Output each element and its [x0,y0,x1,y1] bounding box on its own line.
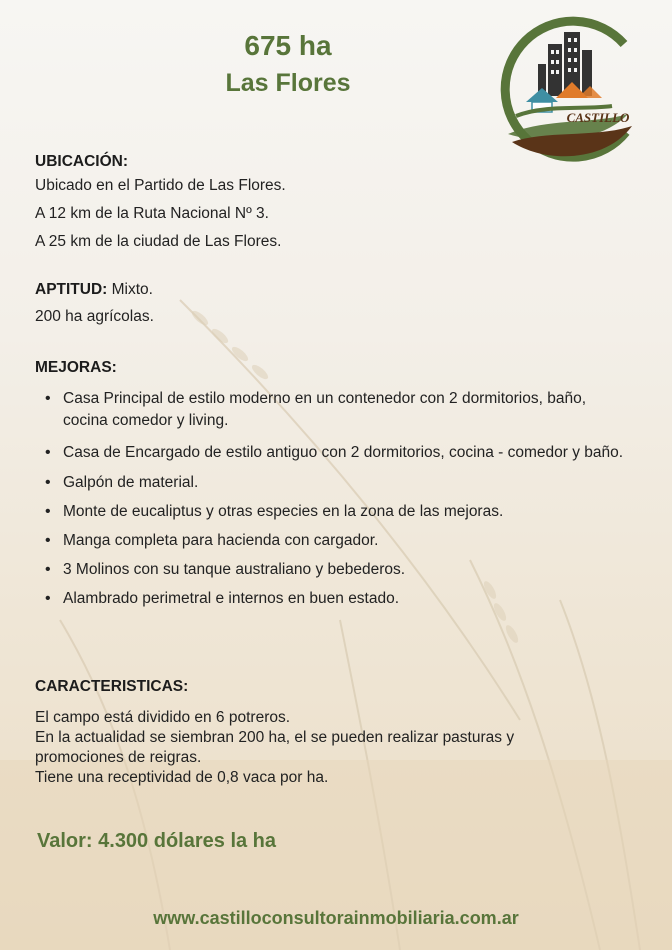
logo-brand-text: CASTILLO [566,110,630,125]
section-mejoras [35,358,635,610]
caracteristicas-line: El campo está dividido en 6 potreros. [35,709,291,726]
caracteristicas-label: CARACTERISTICAS: [35,678,189,695]
ubicacion-line: Ubicado en el Partido de Las Flores. [35,177,286,194]
list-item: • Galpón de material. [35,472,635,494]
caracteristicas-line: Tiene una receptividad de 0,8 vaca por ha. [35,769,329,786]
aptitud-line: 200 ha agrícolas. [35,308,154,325]
list-item: • Casa Principal de estilo moderno en un contenedor con 2 dormitorios, baño, cocina comedor y living. [35,388,635,432]
ubicacion-line: A 12 km de la Ruta Nacional Nº 3. [35,205,269,222]
section-ubicacion [35,152,635,252]
price-value: Valor: 4.300 dólares la ha [37,830,277,852]
section-aptitud [35,280,635,327]
headline-area: 675 ha [244,30,332,61]
ubicacion-label: UBICACIÓN: [35,153,128,170]
list-item: • Manga completa para hacienda con cargador. [35,530,635,552]
mejoras-label: MEJORAS: [35,359,117,376]
title-area [150,28,426,100]
list-item: • Monte de eucaliptus y otras especies en la zona de las mejoras. [35,501,635,523]
aptitud-value: Mixto. [107,281,153,298]
list-item: • 3 Molinos con su tanque australiano y bebederos. [35,559,635,581]
list-item: • Alambrado perimetral e internos en buen estado. [35,588,635,610]
aptitud-label: APTITUD: [35,281,108,298]
mejoras-list [35,388,635,610]
list-item: • Casa de Encargado de estilo antiguo con 2 dormitorios, cocina - comedor y baño. [35,442,635,464]
website-link[interactable]: www.castilloconsultorainmobiliaria.com.ar [153,908,519,928]
headline-location: Las Flores [225,69,351,97]
section-caracteristicas [35,677,595,788]
ubicacion-line: A 25 km de la ciudad de Las Flores. [35,233,282,250]
caracteristicas-line: En la actualidad se siembran 200 ha, el se pueden realizar pasturas y promociones de reigras. [35,729,515,766]
castillo-logo-icon [486,14,642,170]
